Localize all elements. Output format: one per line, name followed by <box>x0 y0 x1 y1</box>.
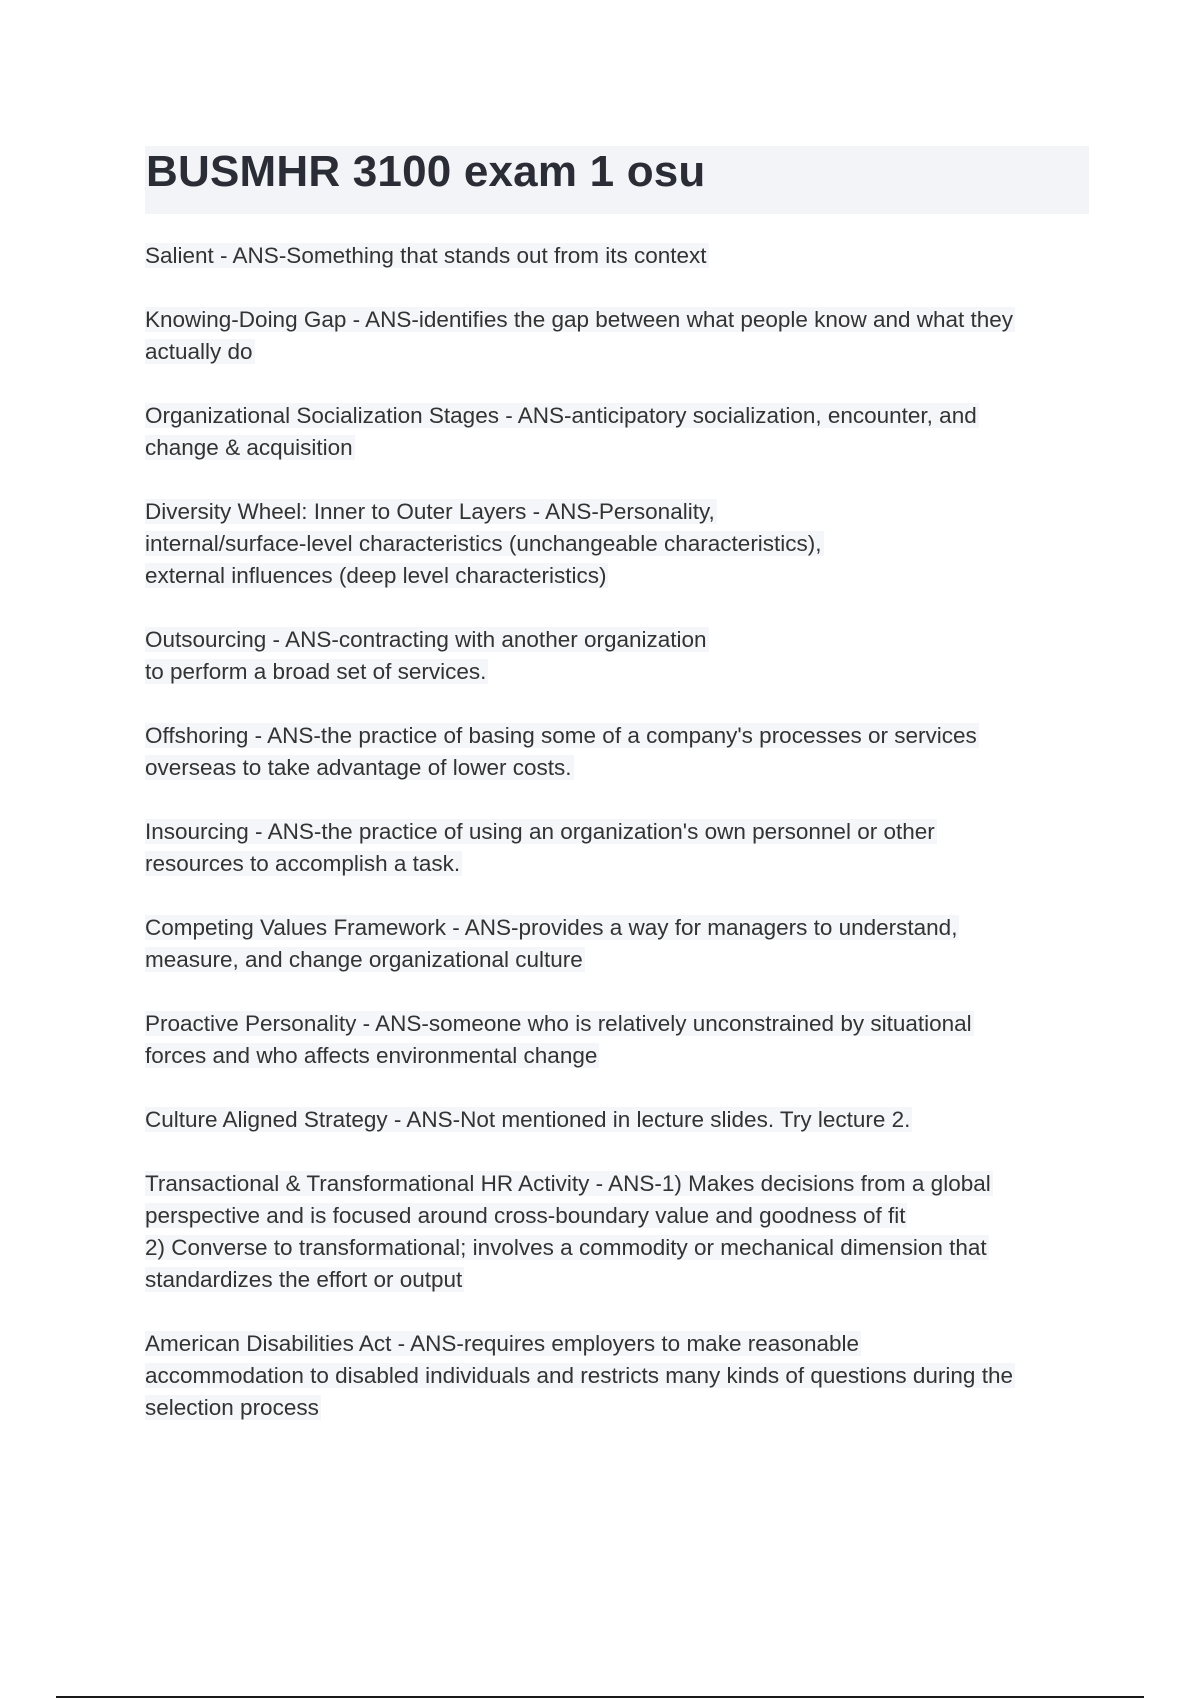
entry-text-line: Knowing-Doing Gap - ANS-identifies the gap between what people know and what they <box>145 307 1014 332</box>
term-entry-knowing-doing-gap <box>145 304 1090 368</box>
entry-text-line: perspective and is focused around cross-boundary value and goodness of fit <box>145 1203 906 1228</box>
entry-text-line: Competing Values Framework - ANS-provides a way for managers to understand, <box>145 915 958 940</box>
term-entry-american-disabilities-act <box>145 1328 1090 1424</box>
entry-text-line: Outsourcing - ANS-contracting with another organization <box>145 627 707 652</box>
entry-text-line: Organizational Socialization Stages - ANS-anticipatory socialization, encounter, and <box>145 403 977 428</box>
entry-text-line: external influences (deep level characteristics) <box>145 563 607 588</box>
entry-text-line: Diversity Wheel: Inner to Outer Layers - ANS-Personality, <box>145 499 715 524</box>
entry-text-line: Proactive Personality - ANS-someone who is relatively unconstrained by situational <box>145 1011 972 1036</box>
entry-text-line: selection process <box>145 1395 319 1420</box>
term-entry-proactive-personality <box>145 1008 1090 1072</box>
entry-text-line: accommodation to disabled individuals and restricts many kinds of questions during the <box>145 1363 1013 1388</box>
entry-text-line: to perform a broad set of services. <box>145 659 487 684</box>
term-entry-outsourcing <box>145 624 1090 688</box>
entry-text-line: internal/surface-level characteristics (unchangeable characteristics), <box>145 531 822 556</box>
page-title: BUSMHR 3100 exam 1 osu <box>146 147 706 196</box>
entry-text-line: measure, and change organizational culture <box>145 947 583 972</box>
entry-text-line: overseas to take advantage of lower costs. <box>145 755 572 780</box>
entry-text-line: American Disabilities Act - ANS-requires employers to make reasonable <box>145 1331 860 1356</box>
entry-text-line: resources to accomplish a task. <box>145 851 461 876</box>
term-entry-diversity-wheel <box>145 496 1090 592</box>
footer-divider <box>56 1696 1144 1698</box>
term-entry-competing-values <box>145 912 1090 976</box>
entry-text-line: forces and who affects environmental change <box>145 1043 598 1068</box>
term-entry-offshoring <box>145 720 1090 784</box>
entry-text-line: Culture Aligned Strategy - ANS-Not mentioned in lecture slides. Try lecture 2. <box>145 1107 911 1132</box>
entry-text-line: standardizes the effort or output <box>145 1267 463 1292</box>
term-entry-insourcing <box>145 816 1090 880</box>
term-entry-culture-aligned-strategy <box>145 1104 1090 1136</box>
term-entry-organizational-socialization <box>145 400 1090 464</box>
entry-text-line: change & acquisition <box>145 435 353 460</box>
term-entry-salient <box>145 240 1090 272</box>
term-list <box>145 240 1090 1456</box>
entry-text-line: 2) Converse to transformational; involves a commodity or mechanical dimension that <box>145 1235 987 1260</box>
entry-text-line: Salient - ANS-Something that stands out from its context <box>145 243 707 268</box>
entry-text-line: Transactional & Transformational HR Activity - ANS-1) Makes decisions from a global <box>145 1171 991 1196</box>
entry-text-line: Offshoring - ANS-the practice of basing some of a company's processes or services <box>145 723 977 748</box>
entry-text-line: Insourcing - ANS-the practice of using an organization's own personnel or other <box>145 819 935 844</box>
entry-text-line: actually do <box>145 339 253 364</box>
term-entry-hr-activity <box>145 1168 1090 1296</box>
